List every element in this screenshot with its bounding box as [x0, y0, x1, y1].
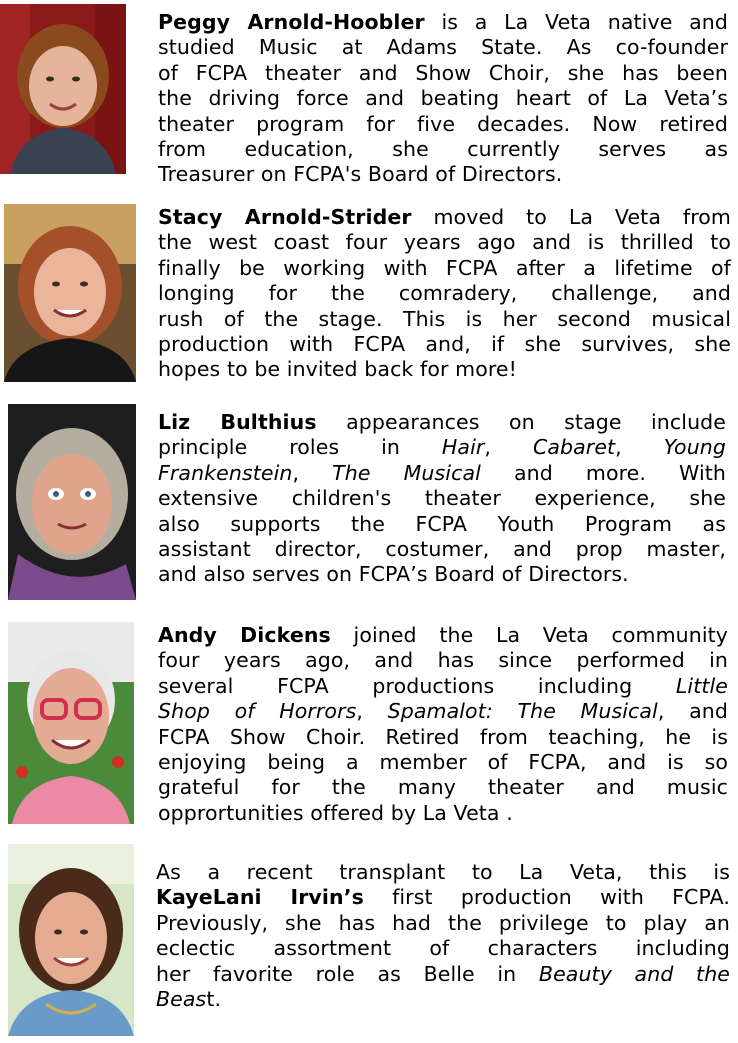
bio-andy-dickens [0, 618, 738, 833]
show-title: Beas [156, 987, 207, 1012]
bio-text-andy [158, 623, 728, 826]
bio-kayelani-irvin [0, 840, 738, 1043]
portrait-photo-peggy [0, 4, 126, 174]
bio-text-run: , and [657, 699, 728, 724]
bio-line [158, 750, 728, 775]
bio-text-run: principle roles in [158, 435, 442, 460]
bio-text-run: As a recent transplant to La Veta, this is [156, 860, 730, 884]
bio-text-run: Treasurer on FCPA's Board of Directors. [158, 162, 563, 187]
bio-line [158, 725, 728, 750]
show-title: Cabaret [532, 435, 616, 460]
show-title: The Musical [332, 460, 481, 485]
performer-name: Peggy Arnold-Hoobler [158, 10, 425, 34]
bio-line [156, 936, 730, 961]
bio-text-run: several FCPA productions including [158, 673, 676, 698]
bio-text-run: moved to La Veta from [411, 205, 731, 229]
bio-line [158, 230, 731, 255]
show-title: Frankenstein [158, 460, 293, 485]
bio-text-run: from education, she currently serves as [158, 137, 728, 162]
bio-text-run: grateful for the many theater and music [158, 775, 728, 800]
bio-text-run: is a La Veta native and [424, 10, 728, 34]
bio-text-kayelani [156, 860, 730, 1012]
bio-line [158, 137, 728, 162]
bio-text-run: of FCPA theater and Show Choir, she has been [158, 60, 728, 85]
performer-name: Stacy Arnold-Strider [158, 205, 412, 229]
bio-text-run: , [484, 435, 533, 460]
bio-line [158, 162, 728, 187]
bio-line [158, 486, 726, 511]
bio-peggy-arnold-hoobler [0, 0, 738, 190]
bio-text-run: , [292, 460, 333, 485]
performer-name: Andy Dickens [158, 623, 331, 647]
show-title: Shop of Horrors [158, 699, 357, 724]
bio-line [158, 801, 728, 826]
bio-text-peggy [158, 10, 728, 188]
bio-text-run: joined the La Veta community [330, 623, 728, 647]
bio-text-run: , [615, 435, 664, 460]
bio-text-run: and more. With [480, 460, 726, 485]
bio-line [158, 435, 726, 460]
bio-line [158, 775, 728, 800]
bio-line [158, 674, 728, 699]
bio-text-run: t. [206, 987, 222, 1012]
bio-text-run: the west coast four years ago and is thrilled to [158, 230, 731, 255]
bio-line [158, 307, 731, 332]
bio-text-run: hopes to be invited back for more! [158, 357, 517, 382]
bio-text-run: studied Music at Adams State. As co-founder [158, 35, 728, 60]
bio-text-run: her favorite role as Belle in [156, 961, 539, 986]
bio-line [158, 562, 726, 587]
bio-line [158, 623, 728, 648]
bio-line [156, 987, 730, 1012]
bio-line [156, 911, 730, 936]
portrait-photo-kayelani [8, 844, 134, 1036]
bio-line [158, 256, 731, 281]
bio-text-run: assistant director, costumer, and prop master, [158, 537, 726, 562]
bio-line [156, 860, 730, 885]
bio-text-run: rush of the stage. This is her second musical [158, 306, 731, 331]
portrait-photo-stacy [4, 204, 136, 382]
show-title: Hair [441, 435, 485, 460]
bio-line [158, 61, 728, 86]
bio-line [158, 537, 726, 562]
bio-line [158, 112, 728, 137]
bio-line [158, 205, 731, 230]
bio-text-run: finally be working with FCPA after a lifetime of [158, 255, 731, 280]
portrait-photo-liz [8, 404, 136, 600]
portrait-photo-andy [8, 622, 134, 824]
bio-text-run: enjoying being a member of FCPA, and is so [158, 750, 728, 775]
bio-line [158, 10, 728, 35]
bio-text-run: FCPA Show Choir. Retired from teaching, he is [158, 724, 728, 749]
bio-text-run: first production with FCPA. [363, 885, 730, 910]
bio-text-run: production with FCPA and, if she survives, she [158, 332, 731, 357]
bio-line [158, 512, 726, 537]
bio-line [158, 86, 728, 111]
bio-line [158, 699, 728, 724]
bio-line [156, 962, 730, 987]
bio-text-run: opprortunities offered by La Veta . [158, 800, 513, 825]
bio-liz-bulthius [0, 400, 738, 605]
show-title: Young [663, 435, 726, 460]
bio-text-run: also supports the FCPA Youth Program as [158, 511, 726, 536]
bio-text-run: extensive children's theater experience, she [158, 486, 726, 511]
performer-name: KayeLani Irvin’s [156, 885, 364, 910]
bio-text-run: four years ago, and has since performed in [158, 648, 728, 673]
show-title: Little [675, 673, 728, 698]
bio-line [158, 461, 726, 486]
bio-text-liz [158, 410, 726, 588]
bio-text-run: and also serves on FCPA’s Board of Directors. [158, 562, 629, 587]
bio-text-run: , [356, 699, 388, 724]
show-title: Beauty and the [538, 961, 731, 986]
bio-line [156, 885, 730, 910]
bio-text-run: theater program for five decades. Now retired [158, 111, 728, 136]
bio-text-run: longing for the comradery, challenge, and [158, 281, 731, 306]
bio-text-run: the driving force and beating heart of La Veta’s [158, 86, 728, 111]
bio-line [158, 648, 728, 673]
bio-text-stacy [158, 205, 731, 383]
performer-name: Liz Bulthius [158, 410, 317, 434]
bio-line [158, 35, 728, 60]
bio-text-run: eclectic assortment of characters including [156, 936, 730, 961]
bio-line [158, 281, 731, 306]
bio-text-run: appearances on stage include [316, 410, 726, 434]
bio-line [158, 332, 731, 357]
bio-line [158, 357, 731, 382]
show-title: Spamalot: The Musical [387, 699, 658, 724]
bio-stacy-arnold-strider [0, 200, 738, 390]
bio-line [158, 410, 726, 435]
bio-text-run: Previously, she has had the privilege to play an [156, 910, 730, 935]
